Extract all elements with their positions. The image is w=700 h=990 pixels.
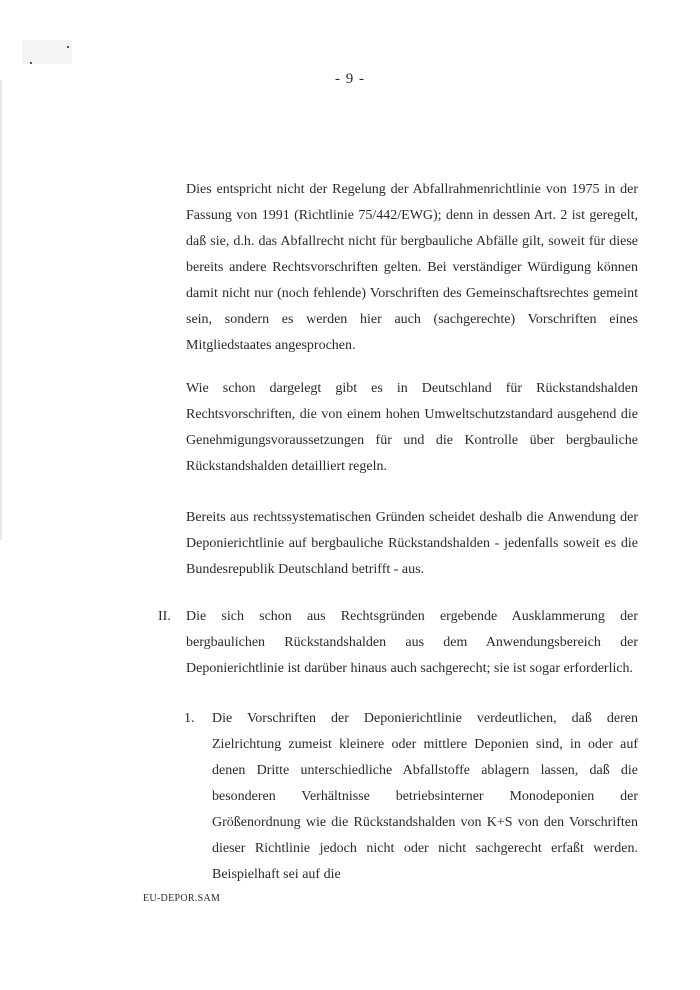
item-1-text: Die Vorschriften der Deponierichtlinie verdeutlichen, daß deren Zielrichtung zumeist kleinere oder mittlere Deponien sind, in oder auf denen Dritte unterschiedliche Abfallstoffe ablagern lassen, daß die besonderen Verhältnisse betriebsinterner Monodeponien der Größenordnung wie die Rückstandshalden von K+S von den Vorschriften dieser Richtlinie jedoch nicht oder nicht sachgerecht erfaßt werden. Beispielhaft sei auf die — [212, 711, 638, 882]
scan-speck — [30, 62, 32, 64]
section-marker: II. — [158, 609, 171, 624]
file-code: EU-DEPOR.SAM — [143, 893, 221, 904]
scan-edge-shadow — [0, 80, 2, 540]
item-marker: 1. — [184, 711, 195, 726]
page-number: - 9 - — [335, 71, 365, 87]
scan-speck — [67, 46, 69, 48]
scan-artifact — [22, 40, 72, 64]
paragraph-2: Wie schon dargelegt gibt es in Deutschland für Rückstandshalden Rechtsvorschriften, die von einem hohen Umweltschutzstandard ausgehend die Genehmigungsvoraussetzungen für und die Kontrolle über bergbauliche Rückstandshalden detailliert regeln. — [186, 381, 638, 474]
paragraph-1: Dies entspricht nicht der Regelung der Abfallrahmenrichtlinie von 1975 in der Fassung von 1991 (Richtlinie 75/442/EWG); denn in dessen Art. 2 ist geregelt, daß sie, d.h. das Abfallrecht nicht für bergbauliche Abfälle gilt, soweit für diese bereits andere Rechtsvorschriften gelten. Bei verständiger Würdigung können damit nicht nur (noch fehlende) Vorschriften des Gemeinschaftsrechtes gemeint sein, sondern es werden hier auch (sachgerechte) Vorschriften eines Mitgliedstaates angesprochen. — [186, 182, 638, 353]
section-2-text: Die sich schon aus Rechtsgründen ergebende Ausklammerung der bergbaulichen Rückstandshalden aus dem Anwendungsbereich der Deponierichtlinie ist darüber hinaus auch sachgerecht; sie ist sogar erforderlich. — [186, 609, 638, 676]
paragraph-3: Bereits aus rechtssystematischen Gründen scheidet deshalb die Anwendung der Deponierichtlinie auf bergbauliche Rückstandshalden - jedenfalls soweit es die Bundesrepublik Deutschland betrifft - aus. — [186, 510, 638, 577]
